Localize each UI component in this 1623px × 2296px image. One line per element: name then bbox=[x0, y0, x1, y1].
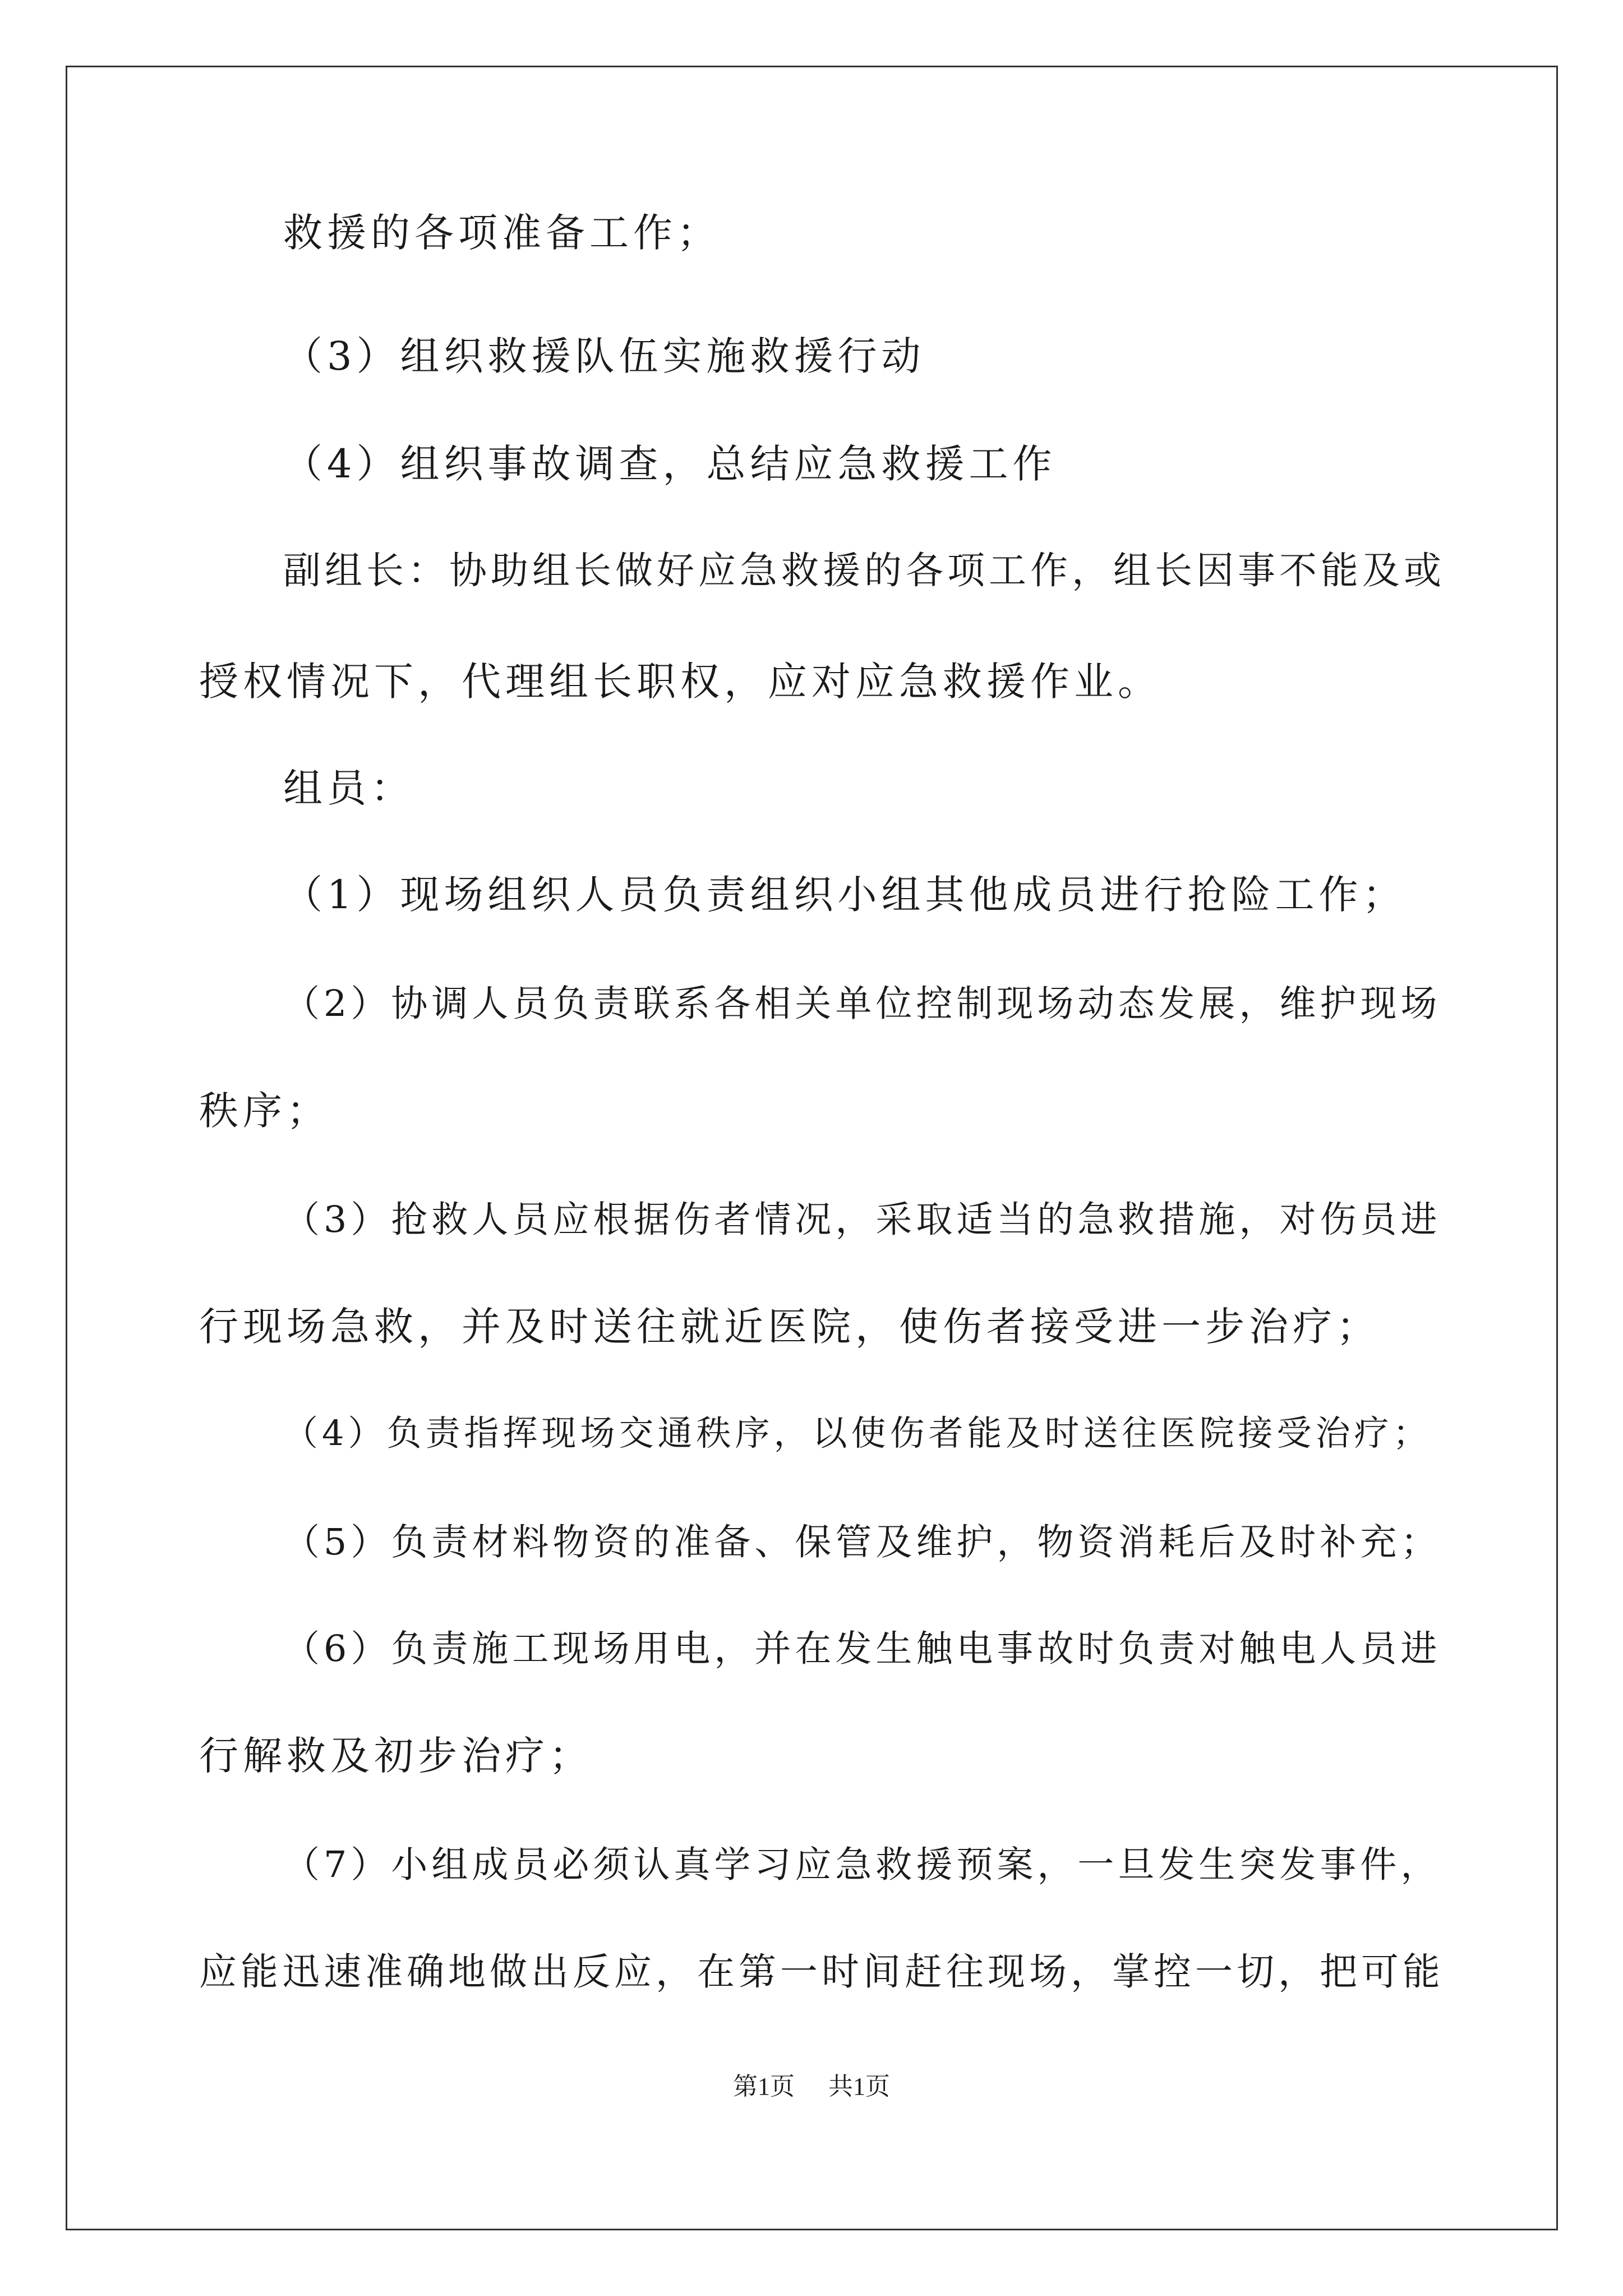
text-line: 副组长：协助组长做好应急救援的各项工作，组长因事不能及或 bbox=[283, 549, 1445, 592]
page-border bbox=[66, 66, 1558, 2230]
text-line: 行解救及初步治疗； bbox=[199, 1733, 593, 1779]
text-line: （7）小组成员必须认真学习应急救援预案，一旦发生突发事件， bbox=[283, 1844, 1441, 1886]
text-line: （2）协调人员负责联系各相关单位控制现场动态发展，维护现场 bbox=[283, 983, 1441, 1025]
text-line: 组员： bbox=[283, 765, 414, 811]
text-line: （3）组织救援队伍实施救援行动 bbox=[283, 333, 925, 379]
text-line: 应能迅速准确地做出反应，在第一时间赶往现场，掌控一切，把可能 bbox=[199, 1950, 1444, 1994]
text-line: （5）负责材料物资的准备、保管及维护，物资消耗后及时补充； bbox=[283, 1521, 1441, 1563]
text-line: （1）现场组织人员负责组织小组其他成员进行抢险工作； bbox=[283, 872, 1407, 918]
page-number: 第1页 bbox=[733, 2073, 795, 2100]
text-line: （4）负责指挥现场交通秩序，以使伤者能及时送往医院接受治疗； bbox=[283, 1412, 1432, 1453]
text-line: 授权情况下，代理组长职权，应对应急救援作业。 bbox=[199, 659, 1161, 705]
page-total: 共1页 bbox=[828, 2073, 890, 2100]
text-line: 救援的各项准备工作； bbox=[283, 210, 721, 256]
text-line: 秩序； bbox=[199, 1088, 330, 1134]
text-line: （3）抢救人员应根据伤者情况，采取适当的急救措施，对伤员进 bbox=[283, 1199, 1441, 1241]
text-line: （6）负责施工现场用电，并在发生触电事故时负责对触电人员进 bbox=[283, 1628, 1441, 1670]
text-line: （4）组织事故调查，总结应急救援工作 bbox=[283, 441, 1057, 487]
text-line: 行现场急救，并及时送往就近医院，使伤者接受进一步治疗； bbox=[199, 1304, 1380, 1350]
page-footer bbox=[0, 2070, 1623, 2104]
